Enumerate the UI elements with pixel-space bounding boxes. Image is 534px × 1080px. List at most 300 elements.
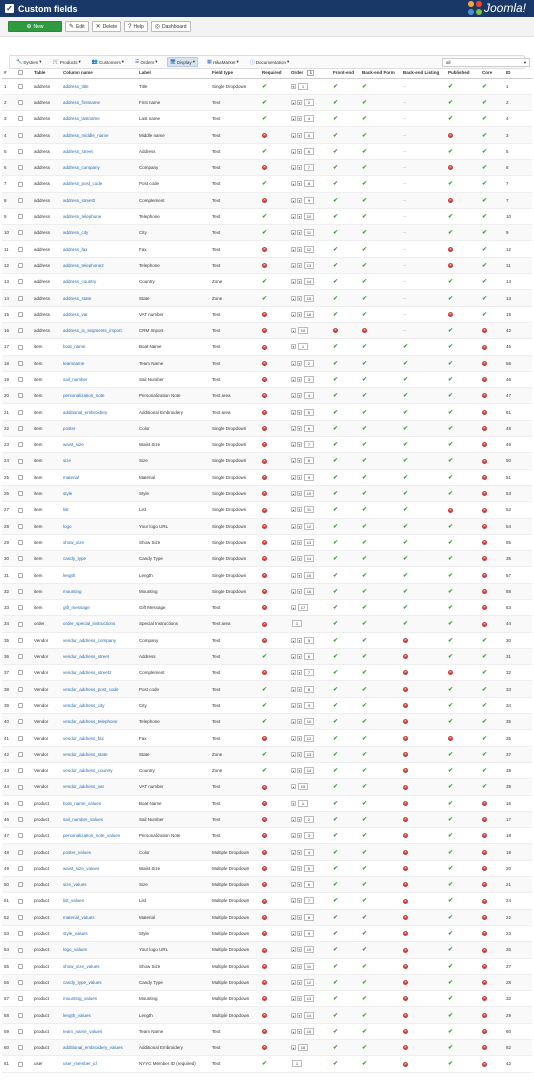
column-name-link[interactable]: vendor_address_country <box>63 768 113 774</box>
row-checkbox[interactable] <box>18 964 23 969</box>
frontend-check-icon[interactable]: ✔ <box>333 539 339 546</box>
backend-form-check-icon[interactable]: ✔ <box>362 148 368 155</box>
cell-frontend[interactable] <box>331 1056 360 1072</box>
joomla-logo[interactable]: Joomla! <box>468 1 526 15</box>
core-cross-icon[interactable]: ✕ <box>483 898 486 903</box>
backend-form-check-icon[interactable]: ✔ <box>362 621 368 628</box>
core-check-icon[interactable]: ✔ <box>482 262 488 269</box>
row-checkbox[interactable] <box>18 524 23 529</box>
published-check-icon[interactable]: ✔ <box>448 1028 454 1035</box>
backend-listing-check-icon[interactable]: ✔ <box>403 360 409 367</box>
cell-select[interactable] <box>16 1023 32 1039</box>
cell-frontend[interactable] <box>331 371 360 387</box>
move-up-icon[interactable]: ▲ <box>292 215 295 220</box>
cell-core[interactable] <box>480 860 504 876</box>
published-check-icon[interactable]: ✔ <box>448 963 454 970</box>
cell-core[interactable] <box>480 665 504 681</box>
frontend-check-icon[interactable]: ✔ <box>333 523 339 530</box>
cell-column-name[interactable] <box>61 1056 137 1072</box>
core-cross-icon[interactable]: ✕ <box>483 621 486 626</box>
backend-form-check-icon[interactable]: ✔ <box>362 507 368 514</box>
frontend-check-icon[interactable]: ✔ <box>333 605 339 612</box>
cell-backend-form[interactable] <box>360 1040 401 1056</box>
published-check-icon[interactable]: ✔ <box>448 979 454 986</box>
cell-column-name[interactable] <box>61 176 137 192</box>
cell-select[interactable] <box>16 616 32 632</box>
column-name-link[interactable]: vendor_address_fax <box>63 735 104 741</box>
order-input[interactable]: 9 <box>304 930 314 937</box>
cell-published[interactable] <box>446 779 480 795</box>
move-up-icon[interactable]: ▲ <box>292 834 295 839</box>
core-cross-icon[interactable]: ✕ <box>483 980 486 985</box>
move-down-icon[interactable]: ▼ <box>298 231 301 236</box>
cell-backend-listing[interactable] <box>401 469 446 485</box>
core-cross-icon[interactable]: ✕ <box>483 963 486 968</box>
row-checkbox[interactable] <box>18 1062 23 1067</box>
required-cross-icon[interactable]: ✕ <box>263 637 266 642</box>
cell-core[interactable] <box>480 355 504 371</box>
backend-listing-cross-icon[interactable]: ✕ <box>404 849 407 854</box>
cell-core[interactable] <box>480 648 504 664</box>
save-order-icon[interactable]: ⇩ <box>307 70 314 76</box>
cell-backend-listing[interactable] <box>401 94 446 110</box>
cell-select[interactable] <box>16 648 32 664</box>
required-check-icon[interactable]: ✔ <box>262 148 268 155</box>
order-input[interactable]: 5 <box>304 409 314 416</box>
cell-required[interactable] <box>260 600 289 616</box>
row-checkbox[interactable] <box>18 361 23 366</box>
dashboard-button[interactable]: ◎ Dashboard <box>151 21 191 32</box>
cell-column-name[interactable] <box>61 925 137 941</box>
cell-backend-listing[interactable] <box>401 681 446 697</box>
required-check-icon[interactable]: ✔ <box>262 686 268 693</box>
cell-core[interactable] <box>480 681 504 697</box>
move-down-icon[interactable]: ▼ <box>298 133 301 138</box>
move-up-icon[interactable]: ▲ <box>292 573 295 578</box>
cell-required[interactable] <box>260 877 289 893</box>
cell-backend-form[interactable] <box>360 665 401 681</box>
backend-form-check-icon[interactable]: ✔ <box>362 116 368 123</box>
move-down-icon[interactable]: ▼ <box>298 263 301 268</box>
cell-published[interactable] <box>446 208 480 224</box>
cell-backend-listing[interactable] <box>401 714 446 730</box>
core-check-icon[interactable]: ✔ <box>482 99 488 106</box>
move-down-icon[interactable]: ▼ <box>298 296 301 301</box>
backend-form-check-icon[interactable]: ✔ <box>362 197 368 204</box>
backend-listing-cross-icon[interactable]: ✕ <box>404 735 407 740</box>
core-check-icon[interactable]: ✔ <box>482 735 488 742</box>
column-name-link[interactable]: user_member_id <box>63 1061 97 1067</box>
frontend-check-icon[interactable]: ✔ <box>333 148 339 155</box>
row-checkbox[interactable] <box>18 866 23 871</box>
published-check-icon[interactable]: ✔ <box>448 99 454 106</box>
core-cross-icon[interactable]: ✕ <box>483 426 486 431</box>
order-input[interactable]: 14 <box>304 1012 314 1019</box>
backend-listing-check-icon[interactable]: ✔ <box>403 621 409 628</box>
cell-frontend[interactable] <box>331 176 360 192</box>
column-name-link[interactable]: candy_type_values <box>63 979 102 985</box>
cell-backend-listing[interactable] <box>401 893 446 909</box>
frontend-check-icon[interactable]: ✔ <box>333 246 339 253</box>
cell-required[interactable] <box>260 616 289 632</box>
cell-published[interactable] <box>446 322 480 338</box>
cell-published[interactable] <box>446 78 480 94</box>
cell-frontend[interactable] <box>331 159 360 175</box>
cell-backend-form[interactable] <box>360 437 401 453</box>
cell-backend-form[interactable] <box>360 681 401 697</box>
cell-backend-form[interactable] <box>360 567 401 583</box>
cell-backend-listing[interactable] <box>401 991 446 1007</box>
order-input[interactable]: 8 <box>304 180 314 187</box>
row-checkbox[interactable] <box>18 752 23 757</box>
backend-listing-check-icon[interactable]: ✔ <box>403 523 409 530</box>
cell-required[interactable] <box>260 241 289 257</box>
published-check-icon[interactable]: ✔ <box>448 817 454 823</box>
backend-listing-check-icon[interactable]: ✔ <box>403 588 409 595</box>
published-check-icon[interactable]: ✔ <box>448 882 454 889</box>
row-checkbox[interactable] <box>18 198 23 203</box>
cell-backend-form[interactable] <box>360 909 401 925</box>
column-name-link[interactable]: vendor_address_street <box>63 654 110 660</box>
backend-form-check-icon[interactable]: ✔ <box>362 588 368 595</box>
cell-backend-form[interactable] <box>360 1056 401 1072</box>
backend-listing-cross-icon[interactable]: ✕ <box>404 637 407 642</box>
cell-backend-listing[interactable] <box>401 355 446 371</box>
cell-select[interactable] <box>16 274 32 290</box>
cell-published[interactable] <box>446 697 480 713</box>
required-check-icon[interactable]: ✔ <box>262 702 268 709</box>
cell-column-name[interactable] <box>61 437 137 453</box>
frontend-check-icon[interactable]: ✔ <box>333 393 339 400</box>
cell-frontend[interactable] <box>331 437 360 453</box>
column-name-link[interactable]: material <box>63 474 80 480</box>
cell-backend-form[interactable] <box>360 257 401 273</box>
frontend-check-icon[interactable]: ✔ <box>333 784 339 791</box>
frontend-check-icon[interactable]: ✔ <box>333 1028 339 1035</box>
required-cross-icon[interactable]: ✕ <box>263 947 266 952</box>
cell-required[interactable] <box>260 127 289 143</box>
cell-core[interactable] <box>480 306 504 322</box>
row-checkbox[interactable] <box>18 393 23 398</box>
cell-backend-form[interactable] <box>360 600 401 616</box>
core-cross-icon[interactable]: ✕ <box>483 344 486 349</box>
move-up-icon[interactable]: ▲ <box>292 329 295 334</box>
required-check-icon[interactable]: ✔ <box>262 295 268 302</box>
cell-backend-form[interactable] <box>360 420 401 436</box>
cell-backend-listing[interactable] <box>401 877 446 893</box>
backend-form-check-icon[interactable]: ✔ <box>362 83 368 90</box>
cell-core[interactable] <box>480 730 504 746</box>
cell-backend-listing[interactable] <box>401 111 446 127</box>
published-check-icon[interactable]: ✔ <box>448 768 454 775</box>
move-down-icon[interactable]: ▼ <box>298 166 301 171</box>
cell-required[interactable] <box>260 551 289 567</box>
backend-listing-cross-icon[interactable]: ✕ <box>404 1061 407 1066</box>
move-down-icon[interactable]: ▼ <box>298 1029 301 1034</box>
move-up-icon[interactable]: ▲ <box>292 899 295 904</box>
cell-published[interactable] <box>446 974 480 990</box>
order-input[interactable]: 12 <box>304 735 314 742</box>
cell-column-name[interactable] <box>61 143 137 159</box>
cell-backend-listing[interactable] <box>401 1023 446 1039</box>
frontend-check-icon[interactable]: ✔ <box>333 165 339 172</box>
required-cross-icon[interactable]: ✕ <box>263 833 266 838</box>
published-check-icon[interactable]: ✔ <box>448 148 454 155</box>
backend-form-check-icon[interactable]: ✔ <box>362 947 368 954</box>
order-input[interactable]: 2 <box>304 99 314 106</box>
row-checkbox[interactable] <box>18 230 23 235</box>
cell-column-name[interactable] <box>61 648 137 664</box>
order-input[interactable]: 15 <box>304 1028 314 1035</box>
cell-backend-form[interactable] <box>360 632 401 648</box>
backend-listing-cross-icon[interactable]: ✕ <box>404 963 407 968</box>
order-input[interactable]: 15 <box>304 572 314 579</box>
column-name-link[interactable]: logo <box>63 523 72 529</box>
cell-required[interactable] <box>260 225 289 241</box>
core-cross-icon[interactable]: ✕ <box>483 882 486 887</box>
cell-required[interactable] <box>260 78 289 94</box>
cell-backend-listing[interactable] <box>401 1040 446 1056</box>
cell-backend-form[interactable] <box>360 78 401 94</box>
order-input[interactable]: 1 <box>298 800 308 807</box>
move-down-icon[interactable]: ▼ <box>298 964 301 969</box>
cell-backend-listing[interactable] <box>401 958 446 974</box>
cell-published[interactable] <box>446 1007 480 1023</box>
core-cross-icon[interactable]: ✕ <box>483 589 486 593</box>
cell-backend-listing[interactable] <box>401 583 446 599</box>
cell-backend-listing[interactable] <box>401 600 446 616</box>
cell-published[interactable] <box>446 1040 480 1056</box>
row-checkbox[interactable] <box>18 279 23 284</box>
cell-published[interactable] <box>446 714 480 730</box>
required-check-icon[interactable]: ✔ <box>262 751 268 758</box>
cell-backend-form[interactable] <box>360 306 401 322</box>
move-up-icon[interactable]: ▲ <box>292 312 295 317</box>
backend-form-check-icon[interactable]: ✔ <box>362 425 368 432</box>
cell-required[interactable] <box>260 371 289 387</box>
frontend-check-icon[interactable]: ✔ <box>333 572 339 579</box>
core-cross-icon[interactable]: ✕ <box>483 800 486 805</box>
backend-listing-check-icon[interactable]: ✔ <box>403 425 409 432</box>
cell-backend-listing[interactable] <box>401 78 446 94</box>
move-up-icon[interactable]: ▲ <box>292 703 295 708</box>
row-checkbox[interactable] <box>18 312 23 317</box>
cell-select[interactable] <box>16 355 32 371</box>
row-checkbox[interactable] <box>18 915 23 920</box>
cell-column-name[interactable] <box>61 225 137 241</box>
cell-backend-listing[interactable] <box>401 811 446 827</box>
cell-column-name[interactable] <box>61 502 137 518</box>
cell-published[interactable] <box>446 583 480 599</box>
backend-form-check-icon[interactable]: ✔ <box>362 344 368 351</box>
cell-published[interactable] <box>446 844 480 860</box>
menu-item-products[interactable]: 🛒 Products ▾ <box>52 59 81 65</box>
cell-core[interactable] <box>480 274 504 290</box>
cell-column-name[interactable] <box>61 909 137 925</box>
move-down-icon[interactable]: ▼ <box>292 801 295 806</box>
cell-backend-listing[interactable] <box>401 665 446 681</box>
published-cross-icon[interactable]: ✕ <box>449 507 452 512</box>
core-cross-icon[interactable]: ✕ <box>483 1029 486 1034</box>
cell-backend-form[interactable] <box>360 583 401 599</box>
required-cross-icon[interactable]: ✕ <box>263 540 266 545</box>
core-cross-icon[interactable]: ✕ <box>483 572 486 577</box>
menu-item-documentation[interactable]: ⓘ Documentation ▾ <box>249 59 290 66</box>
cell-backend-form[interactable] <box>360 143 401 159</box>
cell-column-name[interactable] <box>61 192 137 208</box>
move-up-icon[interactable]: ▲ <box>292 589 295 594</box>
cell-backend-listing[interactable] <box>401 534 446 550</box>
menu-item-customers[interactable]: 👥 Customers ▾ <box>91 59 125 65</box>
cell-backend-form[interactable] <box>360 274 401 290</box>
published-check-icon[interactable]: ✔ <box>448 556 454 563</box>
cell-core[interactable] <box>480 534 504 550</box>
column-name-link[interactable]: boat_name_values <box>63 800 102 806</box>
core-check-icon[interactable]: ✔ <box>482 768 488 775</box>
cell-published[interactable] <box>446 648 480 664</box>
move-down-icon[interactable]: ▼ <box>298 410 301 415</box>
cell-backend-form[interactable] <box>360 192 401 208</box>
order-input[interactable]: 10 <box>304 718 314 725</box>
column-name-link[interactable]: material_values <box>63 914 95 920</box>
cell-frontend[interactable] <box>331 502 360 518</box>
cell-backend-listing[interactable] <box>401 974 446 990</box>
cell-select[interactable] <box>16 339 32 355</box>
cell-select[interactable] <box>16 420 32 436</box>
required-cross-icon[interactable]: ✕ <box>263 344 266 349</box>
move-up-icon[interactable]: ▲ <box>292 361 295 366</box>
published-check-icon[interactable]: ✔ <box>448 833 454 840</box>
cell-backend-form[interactable] <box>360 974 401 990</box>
backend-listing-cross-icon[interactable]: ✕ <box>404 703 407 708</box>
published-check-icon[interactable]: ✔ <box>448 588 454 595</box>
cell-published[interactable] <box>446 762 480 778</box>
column-name-link[interactable]: teamname <box>63 360 85 366</box>
column-name-link[interactable]: address_company <box>63 165 100 171</box>
required-cross-icon[interactable]: ✕ <box>263 572 266 577</box>
row-checkbox[interactable] <box>18 377 23 382</box>
cell-column-name[interactable] <box>61 127 137 143</box>
cell-column-name[interactable] <box>61 159 137 175</box>
backend-listing-cross-icon[interactable]: ✕ <box>404 996 407 1001</box>
backend-listing-cross-icon[interactable]: ✕ <box>404 686 407 691</box>
cell-required[interactable] <box>260 746 289 762</box>
move-up-icon[interactable]: ▲ <box>292 785 295 790</box>
frontend-check-icon[interactable]: ✔ <box>333 637 339 644</box>
cell-required[interactable] <box>260 974 289 990</box>
cell-required[interactable] <box>260 159 289 175</box>
move-up-icon[interactable]: ▲ <box>292 1046 295 1051</box>
frontend-check-icon[interactable]: ✔ <box>333 442 339 449</box>
frontend-check-icon[interactable]: ✔ <box>333 214 339 221</box>
cell-select[interactable] <box>16 1040 32 1056</box>
cell-required[interactable] <box>260 828 289 844</box>
frontend-check-icon[interactable]: ✔ <box>333 800 339 807</box>
cell-required[interactable] <box>260 404 289 420</box>
cell-required[interactable] <box>260 94 289 110</box>
column-name-link[interactable]: address_telephone2 <box>63 262 104 268</box>
cell-backend-listing[interactable] <box>401 616 446 632</box>
order-input[interactable]: 8 <box>304 914 314 921</box>
cell-backend-listing[interactable] <box>401 518 446 534</box>
move-up-icon[interactable]: ▲ <box>292 687 295 692</box>
cell-core[interactable] <box>480 388 504 404</box>
row-checkbox[interactable] <box>18 687 23 692</box>
required-cross-icon[interactable]: ✕ <box>263 246 266 251</box>
order-input[interactable]: 5 <box>304 637 314 644</box>
cell-select[interactable] <box>16 681 32 697</box>
column-name-link[interactable]: address_vat <box>63 311 88 317</box>
move-down-icon[interactable]: ▼ <box>298 117 301 122</box>
cell-backend-form[interactable] <box>360 371 401 387</box>
move-up-icon[interactable]: ▲ <box>292 655 295 660</box>
order-input[interactable]: 12 <box>304 523 314 530</box>
cell-select[interactable] <box>16 942 32 958</box>
cell-required[interactable] <box>260 860 289 876</box>
cell-required[interactable] <box>260 942 289 958</box>
required-cross-icon[interactable]: ✕ <box>263 735 266 740</box>
cell-column-name[interactable] <box>61 730 137 746</box>
cell-backend-form[interactable] <box>360 697 401 713</box>
cell-frontend[interactable] <box>331 730 360 746</box>
move-up-icon[interactable]: ▲ <box>292 443 295 448</box>
move-down-icon[interactable]: ▼ <box>298 573 301 578</box>
cell-required[interactable] <box>260 762 289 778</box>
row-checkbox[interactable] <box>18 996 23 1001</box>
column-name-link[interactable]: gift_message <box>63 605 90 611</box>
cell-backend-form[interactable] <box>360 485 401 501</box>
cell-frontend[interactable] <box>331 339 360 355</box>
cell-backend-form[interactable] <box>360 844 401 860</box>
required-cross-icon[interactable]: ✕ <box>263 442 266 447</box>
required-cross-icon[interactable]: ✕ <box>263 605 266 610</box>
row-checkbox[interactable] <box>18 442 23 447</box>
required-cross-icon[interactable]: ✕ <box>263 311 266 316</box>
cell-column-name[interactable] <box>61 681 137 697</box>
cell-backend-listing[interactable] <box>401 453 446 469</box>
column-name-link[interactable]: address_firstname <box>63 99 101 105</box>
move-up-icon[interactable]: ▲ <box>292 117 295 122</box>
order-input[interactable]: 7 <box>304 164 314 171</box>
required-cross-icon[interactable]: ✕ <box>263 670 266 675</box>
backend-listing-check-icon[interactable]: ✔ <box>403 556 409 563</box>
cell-required[interactable] <box>260 469 289 485</box>
cell-backend-form[interactable] <box>360 942 401 958</box>
column-name-link[interactable]: vendor_address_state <box>63 751 108 757</box>
frontend-check-icon[interactable]: ✔ <box>333 996 339 1003</box>
cell-frontend[interactable] <box>331 241 360 257</box>
row-checkbox[interactable] <box>18 426 23 431</box>
move-down-icon[interactable]: ▼ <box>298 850 301 855</box>
cell-backend-listing[interactable] <box>401 909 446 925</box>
cell-backend-listing[interactable] <box>401 404 446 420</box>
backend-form-check-icon[interactable]: ✔ <box>362 246 368 253</box>
cell-core[interactable] <box>480 322 504 338</box>
core-check-icon[interactable]: ✔ <box>482 295 488 302</box>
core-check-icon[interactable]: ✔ <box>482 311 488 318</box>
backend-form-check-icon[interactable]: ✔ <box>362 279 368 286</box>
column-name-link[interactable]: address_street <box>63 148 93 154</box>
cell-frontend[interactable] <box>331 877 360 893</box>
cell-core[interactable] <box>480 290 504 306</box>
frontend-check-icon[interactable]: ✔ <box>333 425 339 432</box>
published-check-icon[interactable]: ✔ <box>448 425 454 432</box>
backend-form-check-icon[interactable]: ✔ <box>362 996 368 1003</box>
backend-form-check-icon[interactable]: ✔ <box>362 963 368 970</box>
cell-frontend[interactable] <box>331 974 360 990</box>
backend-listing-cross-icon[interactable]: ✕ <box>404 882 407 887</box>
move-up-icon[interactable]: ▲ <box>292 557 295 562</box>
